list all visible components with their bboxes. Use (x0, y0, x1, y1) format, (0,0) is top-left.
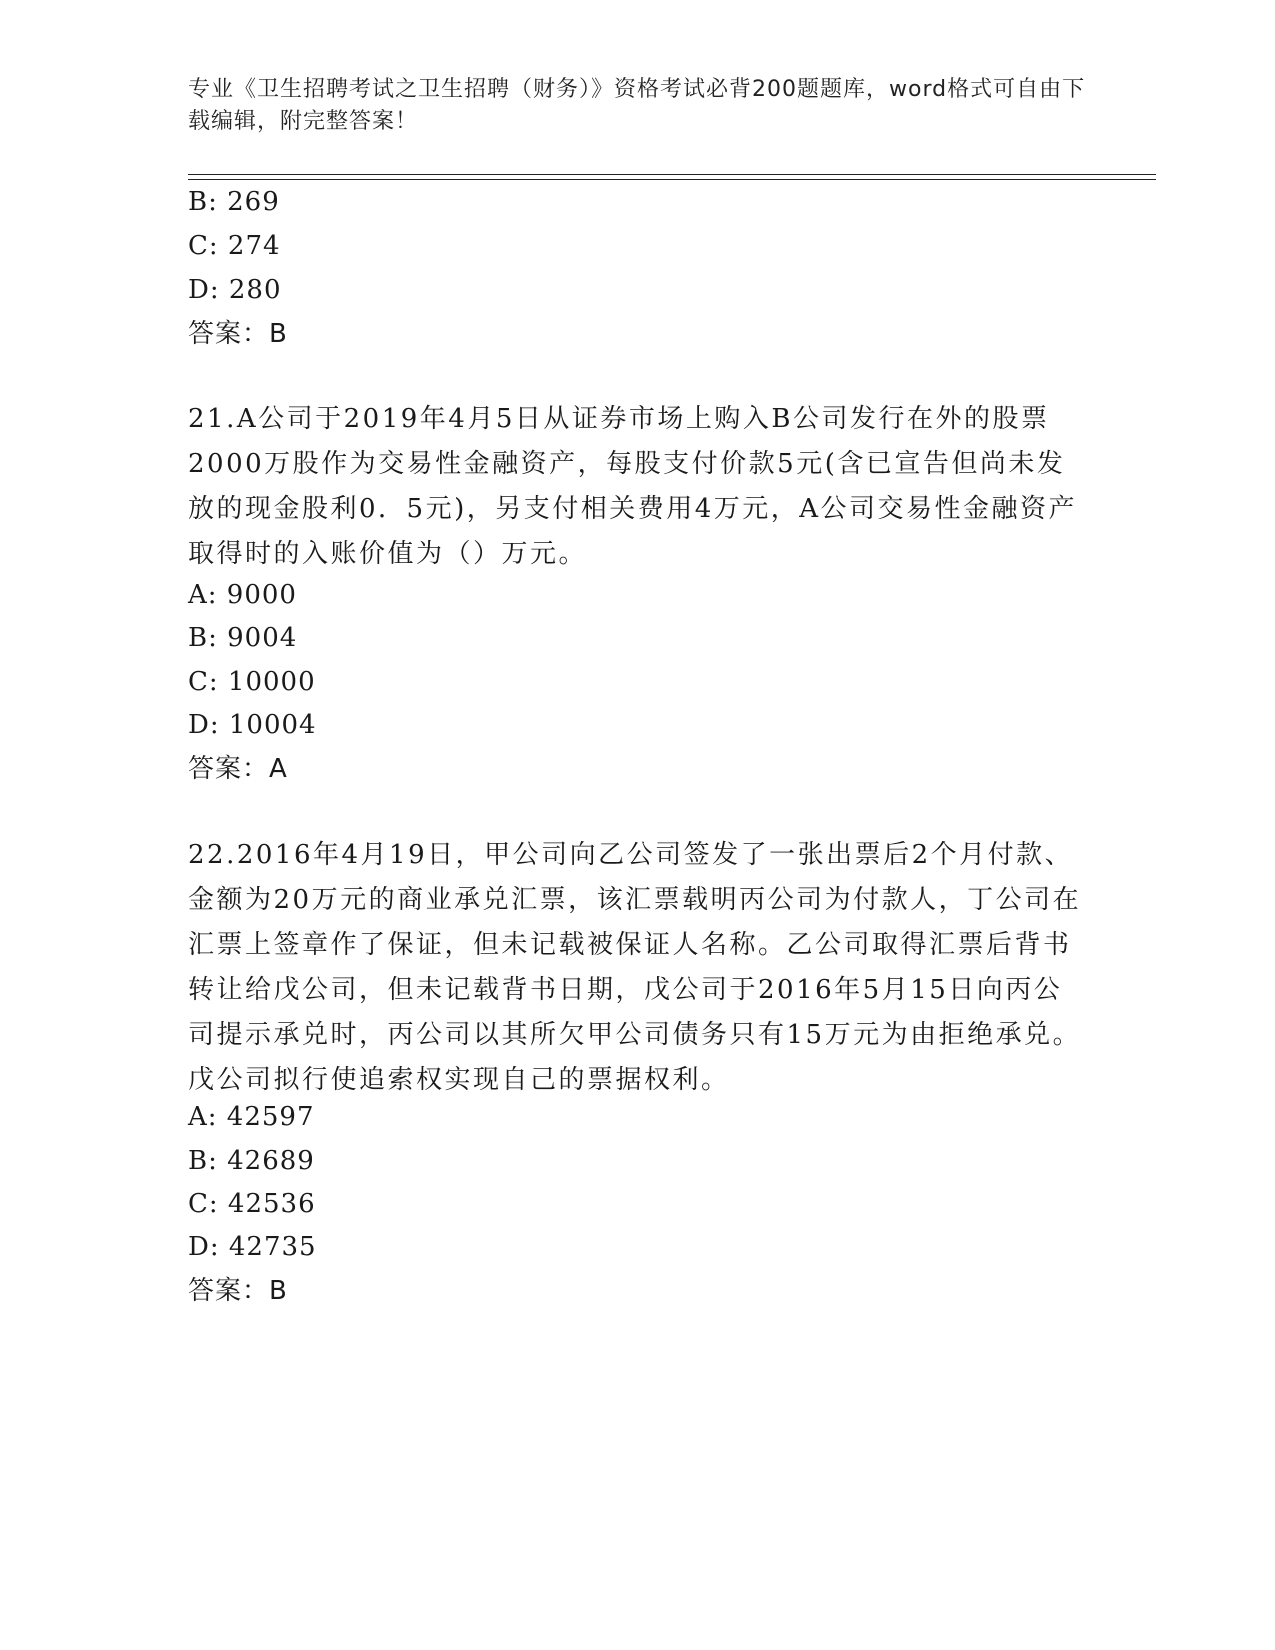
answer: 答案：B (188, 1276, 288, 1306)
option-b: B: 269 (188, 187, 280, 217)
option-b: B: 9004 (188, 623, 298, 653)
header-divider-top (188, 174, 1156, 175)
option-d: D: 280 (188, 275, 282, 305)
question-22-text: 22.2016年4月19日，甲公司向乙公司签发了一张出票后2个月付款、金额为20万元的商业承兑汇票，该汇票载明丙公司为付款人，丁公司在汇票上签章作了保证，但未记载被保证人名称。乙公司取得汇票后背书转让给戊公司，但未记载背书日期，戊公司于2016年5月15日向丙公司提示承兑时，丙公司以其所欠甲公司债务只有15万元为由拒绝承兑。戊公司拟行使追索权实现自己的票据权利。 (188, 840, 1082, 1095)
option-a: A: 9000 (188, 580, 297, 610)
option-a: A: 42597 (188, 1102, 315, 1132)
option-b: B: 42689 (188, 1146, 315, 1176)
answer: 答案：A (188, 754, 288, 784)
option-c: C: 274 (188, 231, 281, 261)
option-c: C: 42536 (188, 1189, 316, 1219)
document-header: 专业《卫生招聘考试之卫生招聘（财务）》资格考试必背200题题库，word格式可自由下载编辑，附完整答案！ (188, 77, 1086, 134)
question-21-text: 21.A公司于2019年4月5日从证券市场上购入B公司发行在外的股票2000万股作为交易性金融资产，每股支付价款5元(含已宣告但尚未发放的现金股利0．5元)，另支付相关费用4万元，A公司交易性金融资产取得时的入账价值为（）万元。 (188, 404, 1078, 569)
header-divider-bottom (188, 179, 1156, 180)
option-d: D: 10004 (188, 710, 317, 740)
option-c: C: 10000 (188, 667, 316, 697)
option-d: D: 42735 (188, 1232, 317, 1262)
answer: 答案：B (188, 319, 288, 349)
